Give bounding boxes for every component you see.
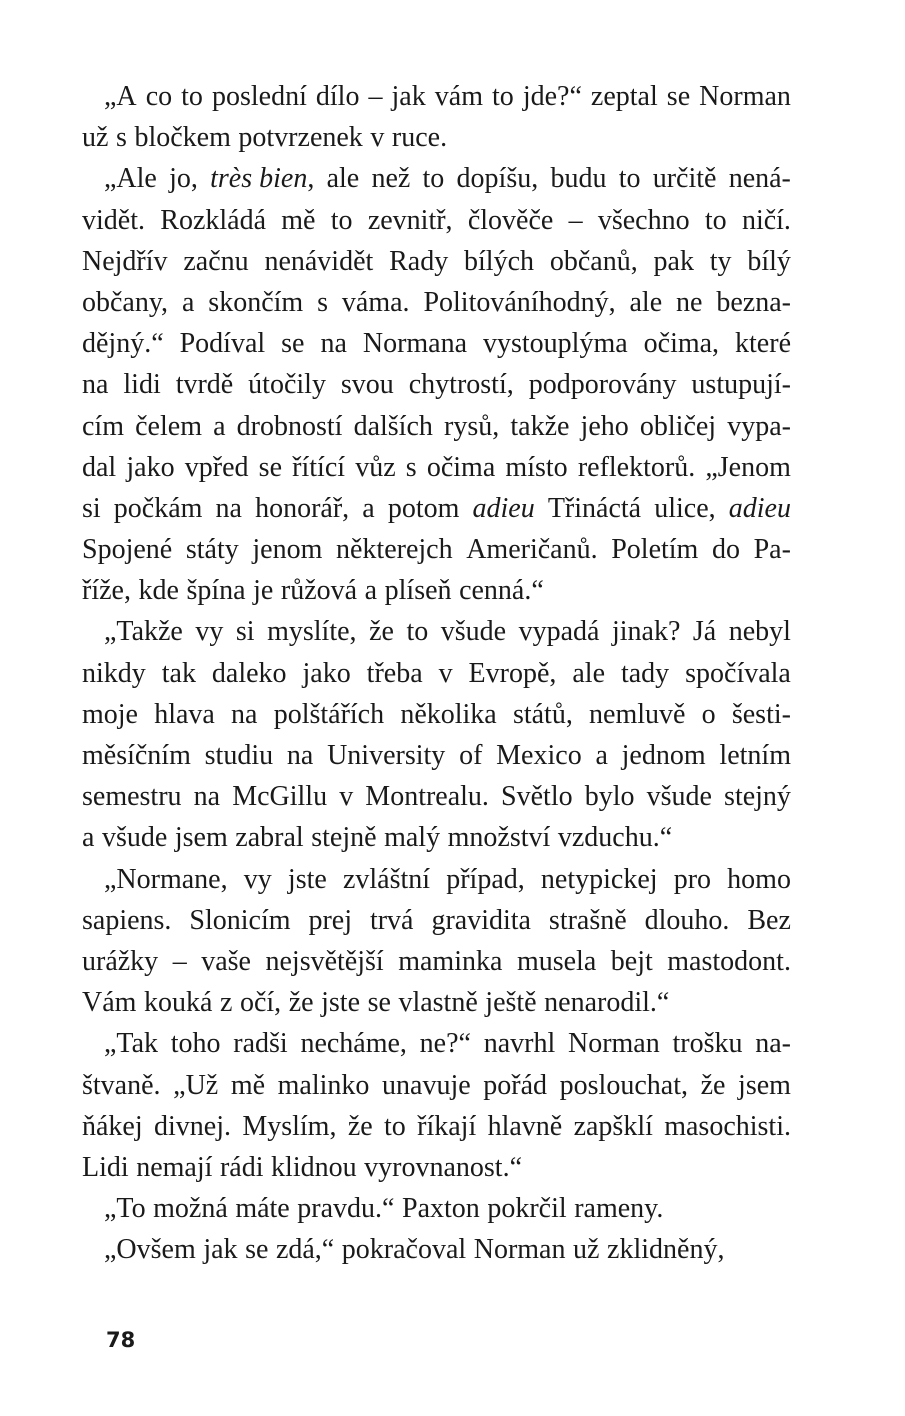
word: států, bbox=[512, 698, 573, 730]
text-line bbox=[82, 859, 791, 900]
word: Nejdřív bbox=[82, 245, 168, 277]
word: váma. bbox=[341, 286, 410, 318]
word: to bbox=[406, 616, 429, 648]
text-line bbox=[82, 776, 791, 817]
word: se bbox=[367, 987, 391, 1019]
paragraph bbox=[82, 158, 791, 611]
word: máte bbox=[235, 1193, 290, 1225]
word: letním bbox=[719, 740, 791, 771]
word: pro bbox=[673, 863, 712, 895]
word: Mexico bbox=[496, 740, 582, 771]
word: jako bbox=[302, 657, 351, 689]
word: polštářích bbox=[273, 698, 385, 730]
word: rameny. bbox=[574, 1193, 664, 1225]
word: s bbox=[405, 451, 417, 483]
word: všude bbox=[101, 822, 168, 854]
word: zklidněný, bbox=[607, 1234, 725, 1266]
word: jak bbox=[203, 1234, 238, 1266]
word: to bbox=[422, 163, 445, 195]
word: vpřed bbox=[184, 451, 249, 483]
word: „Takže bbox=[104, 616, 183, 648]
word: obličej bbox=[639, 410, 717, 442]
word: zvláštní bbox=[342, 863, 431, 895]
word: vám bbox=[434, 81, 483, 112]
text-line bbox=[82, 323, 791, 364]
paragraph bbox=[82, 611, 791, 858]
word: všude bbox=[646, 781, 712, 813]
word: poslouchat, bbox=[559, 1069, 688, 1101]
word: všechno bbox=[597, 204, 690, 236]
word: unavuje bbox=[382, 1069, 471, 1101]
word: a bbox=[364, 575, 378, 607]
word: „Tak bbox=[104, 1028, 159, 1060]
word: a bbox=[82, 822, 95, 854]
word: které bbox=[735, 328, 791, 360]
word: Lidi bbox=[82, 1151, 129, 1183]
word: s bbox=[317, 286, 328, 318]
text-line bbox=[82, 158, 791, 199]
word: dlouho. bbox=[644, 904, 730, 936]
body-text bbox=[82, 76, 791, 1270]
word: moje bbox=[82, 698, 138, 730]
word: trošku bbox=[672, 1028, 743, 1060]
word: si bbox=[82, 492, 101, 524]
word: jo, bbox=[169, 163, 198, 195]
word: to bbox=[384, 1110, 406, 1142]
word: trvá bbox=[369, 904, 414, 936]
word: mě bbox=[230, 1069, 266, 1101]
word: Američanů. bbox=[466, 534, 598, 566]
word: poslední bbox=[211, 81, 307, 112]
word: špína bbox=[186, 575, 246, 607]
word: na- bbox=[755, 1028, 791, 1060]
word: skončím bbox=[208, 286, 304, 318]
word: zdá,“ bbox=[275, 1234, 335, 1266]
word: počkám bbox=[113, 492, 203, 524]
text-line bbox=[82, 364, 791, 405]
paragraph bbox=[82, 1023, 791, 1188]
word: „A bbox=[104, 81, 137, 112]
word: bejt bbox=[610, 945, 653, 977]
word: rádi bbox=[219, 1151, 264, 1183]
word: gravidita bbox=[431, 904, 531, 936]
word: sapiens. bbox=[82, 904, 172, 936]
word: netypickej bbox=[540, 863, 658, 895]
word: zevnitř, bbox=[367, 204, 453, 236]
word: na bbox=[215, 492, 242, 524]
word: radši bbox=[233, 1028, 288, 1060]
word: hlava bbox=[154, 698, 215, 730]
word: v bbox=[438, 657, 453, 689]
word: urážky bbox=[82, 945, 159, 977]
word: vypa- bbox=[727, 410, 791, 442]
word: to bbox=[181, 81, 203, 112]
text-line bbox=[82, 1229, 791, 1270]
text-line bbox=[82, 570, 791, 611]
word: některejch bbox=[335, 534, 453, 566]
word: Já bbox=[692, 616, 717, 648]
word: ale bbox=[629, 286, 663, 318]
paragraph bbox=[82, 1188, 791, 1229]
word: bločkem bbox=[134, 122, 231, 154]
word: – bbox=[368, 81, 383, 112]
text-line bbox=[82, 1147, 791, 1188]
word: masochisti. bbox=[664, 1110, 791, 1142]
text-line bbox=[82, 1188, 791, 1229]
word: čelem bbox=[135, 410, 202, 442]
word: toho bbox=[170, 1028, 221, 1060]
word: pak bbox=[653, 245, 694, 277]
word: divnej. bbox=[153, 1110, 231, 1142]
paragraph bbox=[82, 76, 791, 158]
text-line bbox=[82, 76, 791, 117]
word: jsem bbox=[174, 822, 228, 854]
word: Třináctá bbox=[547, 492, 642, 524]
word: jste bbox=[287, 863, 327, 895]
text-line bbox=[82, 1023, 791, 1064]
text-line bbox=[82, 653, 791, 694]
text-line bbox=[82, 406, 791, 447]
word: Myslím, bbox=[242, 1110, 337, 1142]
word: v bbox=[370, 122, 385, 154]
word: to bbox=[618, 163, 641, 195]
word: vystouplýma bbox=[483, 328, 628, 360]
word: myslíte, bbox=[267, 616, 357, 648]
text-line bbox=[82, 488, 791, 529]
word: Norman bbox=[699, 81, 791, 112]
text-line bbox=[82, 900, 791, 941]
word: Pa- bbox=[753, 534, 791, 566]
word: Politováníhodný, bbox=[423, 286, 616, 318]
word: hlavně bbox=[487, 1110, 563, 1142]
word: Rozkládá bbox=[160, 204, 267, 236]
word: honorář, bbox=[255, 492, 350, 524]
word: nikdy bbox=[82, 657, 146, 689]
word: množství bbox=[447, 822, 551, 854]
word: tady bbox=[620, 657, 670, 689]
word: Paxton bbox=[402, 1193, 480, 1225]
word: očí, bbox=[239, 987, 282, 1019]
word: daleko bbox=[211, 657, 287, 689]
word: mě bbox=[281, 204, 316, 236]
word: štvaně. bbox=[82, 1069, 161, 1101]
paragraph bbox=[82, 1229, 791, 1270]
text-line bbox=[82, 735, 791, 776]
word: ale bbox=[326, 163, 360, 195]
word: prej bbox=[308, 904, 352, 936]
word: jak bbox=[391, 81, 426, 112]
word: útočily bbox=[248, 369, 326, 401]
word: svou bbox=[340, 369, 394, 401]
word: jako bbox=[126, 451, 175, 483]
word: chytrostí, bbox=[408, 369, 514, 401]
word: potom bbox=[387, 492, 460, 524]
word: malinko bbox=[277, 1069, 370, 1101]
word: takže bbox=[510, 410, 570, 442]
word: Slonicím bbox=[189, 904, 291, 936]
word: co bbox=[145, 81, 173, 112]
word: nemají bbox=[136, 1151, 213, 1183]
word: Montrealu. bbox=[365, 781, 489, 813]
word: cím bbox=[82, 410, 124, 442]
word: několika bbox=[400, 698, 497, 730]
word: adieu bbox=[472, 492, 535, 524]
word: „Normane, bbox=[104, 863, 228, 895]
word: vlastně bbox=[398, 987, 478, 1019]
word: bezna- bbox=[716, 286, 791, 318]
word: nenarodil.“ bbox=[544, 987, 670, 1019]
text-line bbox=[82, 200, 791, 241]
word: Poletím bbox=[611, 534, 699, 566]
word: s bbox=[115, 122, 127, 154]
word: vůz bbox=[355, 451, 396, 483]
text-line bbox=[82, 529, 791, 570]
word: plíseň bbox=[384, 575, 452, 607]
word: říkají bbox=[417, 1110, 477, 1142]
word: jsem bbox=[738, 1069, 791, 1101]
word: jinak? bbox=[611, 616, 681, 648]
text-line bbox=[82, 982, 791, 1023]
word: už bbox=[573, 1234, 600, 1266]
word: of bbox=[459, 740, 483, 771]
word: Podíval bbox=[179, 328, 266, 360]
word: ne?“ bbox=[419, 1028, 471, 1060]
word: lidi bbox=[123, 369, 161, 401]
word: že bbox=[369, 616, 394, 648]
word: dopíšu, bbox=[456, 163, 539, 195]
word: pokrčil bbox=[487, 1193, 567, 1225]
word: zabral bbox=[235, 822, 304, 854]
word: se bbox=[666, 81, 691, 112]
word: Rady bbox=[389, 245, 449, 277]
word: vy bbox=[195, 616, 224, 648]
word: Světlo bbox=[501, 781, 573, 813]
word: reflektorů. bbox=[577, 451, 696, 483]
word: maminka bbox=[398, 945, 503, 977]
text-line bbox=[82, 817, 791, 858]
word: studiu bbox=[204, 740, 274, 771]
word: očima, bbox=[643, 328, 720, 360]
word: ničí. bbox=[741, 204, 791, 236]
word: dílo bbox=[315, 81, 360, 112]
word: si bbox=[235, 616, 255, 648]
word: ještě bbox=[485, 987, 537, 1019]
word: se bbox=[281, 328, 305, 360]
word: ruce. bbox=[391, 122, 448, 154]
word: jeho bbox=[580, 410, 629, 442]
word: podporovány bbox=[528, 369, 677, 401]
word: pořád bbox=[483, 1069, 548, 1101]
word: vy bbox=[243, 863, 272, 895]
word: cenná.“ bbox=[459, 575, 544, 607]
word: jednom bbox=[621, 740, 706, 771]
word: to bbox=[492, 81, 514, 112]
word: a bbox=[213, 410, 226, 442]
word: Bez bbox=[747, 904, 791, 936]
word: řítící bbox=[292, 451, 346, 483]
word: nejsvětější bbox=[265, 945, 384, 977]
word: než bbox=[371, 163, 411, 195]
word: très bien, bbox=[210, 163, 315, 195]
word: strašně bbox=[548, 904, 627, 936]
word: dalších bbox=[353, 410, 433, 442]
word: Evropě, bbox=[468, 657, 557, 689]
word: to bbox=[330, 204, 353, 236]
page-number: 78 bbox=[106, 1328, 136, 1352]
word: na bbox=[231, 698, 258, 730]
word: do bbox=[711, 534, 740, 566]
word: potvrzenek bbox=[238, 122, 363, 154]
word: semestru bbox=[82, 781, 182, 813]
word: Spojené bbox=[82, 534, 173, 566]
word: je bbox=[253, 575, 274, 607]
text-line bbox=[82, 611, 791, 652]
word: pravdu.“ bbox=[297, 1193, 395, 1225]
word: a bbox=[595, 740, 608, 771]
word: Vám bbox=[82, 987, 137, 1019]
word: třeba bbox=[366, 657, 423, 689]
word: začnu bbox=[183, 245, 249, 277]
word: homo bbox=[727, 863, 791, 895]
word: z bbox=[219, 987, 233, 1019]
paragraph bbox=[82, 859, 791, 1024]
word: dal bbox=[82, 451, 117, 483]
word: v bbox=[339, 781, 354, 813]
word: „Ovšem bbox=[104, 1234, 196, 1266]
word: ty bbox=[709, 245, 732, 277]
text-line bbox=[82, 282, 791, 323]
word: na bbox=[193, 781, 221, 813]
word: „To bbox=[104, 1193, 146, 1225]
text-line bbox=[82, 1106, 791, 1147]
word: klidnou bbox=[271, 1151, 357, 1183]
word: nená- bbox=[728, 163, 791, 195]
word: očima bbox=[426, 451, 496, 483]
word: ustupují- bbox=[691, 369, 791, 401]
word: – bbox=[172, 945, 187, 977]
word: možná bbox=[153, 1193, 228, 1225]
word: občany, bbox=[82, 286, 169, 318]
word: „Jenom bbox=[705, 451, 791, 483]
word: kde bbox=[138, 575, 179, 607]
word: Normana bbox=[362, 328, 468, 360]
word: nenávidět bbox=[264, 245, 374, 277]
word: drobností bbox=[236, 410, 343, 442]
word: říže, bbox=[82, 575, 131, 607]
word: adieu bbox=[728, 492, 791, 524]
word: stejný bbox=[724, 781, 791, 813]
word: University bbox=[327, 740, 446, 771]
word: ale bbox=[572, 657, 605, 689]
word: vidět. bbox=[82, 204, 145, 236]
word: místo bbox=[505, 451, 568, 483]
word: ulice, bbox=[654, 492, 716, 524]
word: „Ale bbox=[104, 163, 157, 195]
word: šesti- bbox=[731, 698, 791, 730]
word: tvrdě bbox=[175, 369, 234, 401]
text-line bbox=[82, 694, 791, 735]
word: jde?“ bbox=[522, 81, 582, 112]
word: to bbox=[704, 204, 727, 236]
word: vypadá bbox=[518, 616, 600, 648]
word: případ, bbox=[446, 863, 525, 895]
word: rysů, bbox=[444, 410, 500, 442]
word: už bbox=[82, 122, 109, 154]
word: bílých bbox=[464, 245, 535, 277]
word: a bbox=[181, 286, 195, 318]
word: ne bbox=[676, 286, 703, 318]
word: zeptal bbox=[590, 81, 658, 112]
word: jenom bbox=[252, 534, 323, 566]
word: státy bbox=[185, 534, 239, 566]
word: na bbox=[286, 740, 314, 771]
word: bílý bbox=[747, 245, 791, 277]
word: růžová bbox=[280, 575, 358, 607]
word: bylo bbox=[584, 781, 635, 813]
word: musela bbox=[516, 945, 597, 977]
word: o bbox=[701, 698, 716, 730]
word: a bbox=[362, 492, 375, 524]
word: tak bbox=[161, 657, 196, 689]
word: kouká bbox=[143, 987, 213, 1019]
word: zapšklí bbox=[573, 1110, 653, 1142]
word: pokračoval bbox=[341, 1234, 467, 1266]
word: „Už bbox=[173, 1069, 219, 1101]
word: spočívala bbox=[685, 657, 791, 689]
word: jste bbox=[321, 987, 361, 1019]
word: že bbox=[288, 987, 314, 1019]
text-line bbox=[82, 447, 791, 488]
word: měsíčním bbox=[82, 740, 191, 771]
word: budu bbox=[550, 163, 607, 195]
word: necháme, bbox=[300, 1028, 407, 1060]
word: že bbox=[700, 1069, 726, 1101]
text-line bbox=[82, 241, 791, 282]
word: Norman bbox=[567, 1028, 660, 1060]
text-line bbox=[82, 117, 791, 158]
word: mastodont. bbox=[667, 945, 791, 977]
word: dějný.“ bbox=[82, 328, 164, 360]
word: že bbox=[347, 1110, 373, 1142]
word: všude bbox=[440, 616, 507, 648]
word: McGillu bbox=[232, 781, 328, 813]
word: na bbox=[82, 369, 109, 401]
word: vyrovnanost.“ bbox=[364, 1151, 523, 1183]
word: člověče bbox=[467, 204, 554, 236]
word: nemluvě bbox=[589, 698, 686, 730]
word: se bbox=[258, 451, 282, 483]
word: vzduchu.“ bbox=[557, 822, 673, 854]
word: malý bbox=[384, 822, 441, 854]
word: stejně bbox=[311, 822, 377, 854]
word: navrhl bbox=[483, 1028, 556, 1060]
word: na bbox=[320, 328, 347, 360]
word: nebyl bbox=[728, 616, 791, 648]
word: Norman bbox=[473, 1234, 566, 1266]
word: občanů, bbox=[549, 245, 638, 277]
text-line bbox=[82, 1065, 791, 1106]
word: určitě bbox=[652, 163, 717, 195]
word: se bbox=[245, 1234, 269, 1266]
text-line bbox=[82, 941, 791, 982]
word: – bbox=[568, 204, 583, 236]
word: vaše bbox=[201, 945, 251, 977]
word: ňákej bbox=[82, 1110, 143, 1142]
